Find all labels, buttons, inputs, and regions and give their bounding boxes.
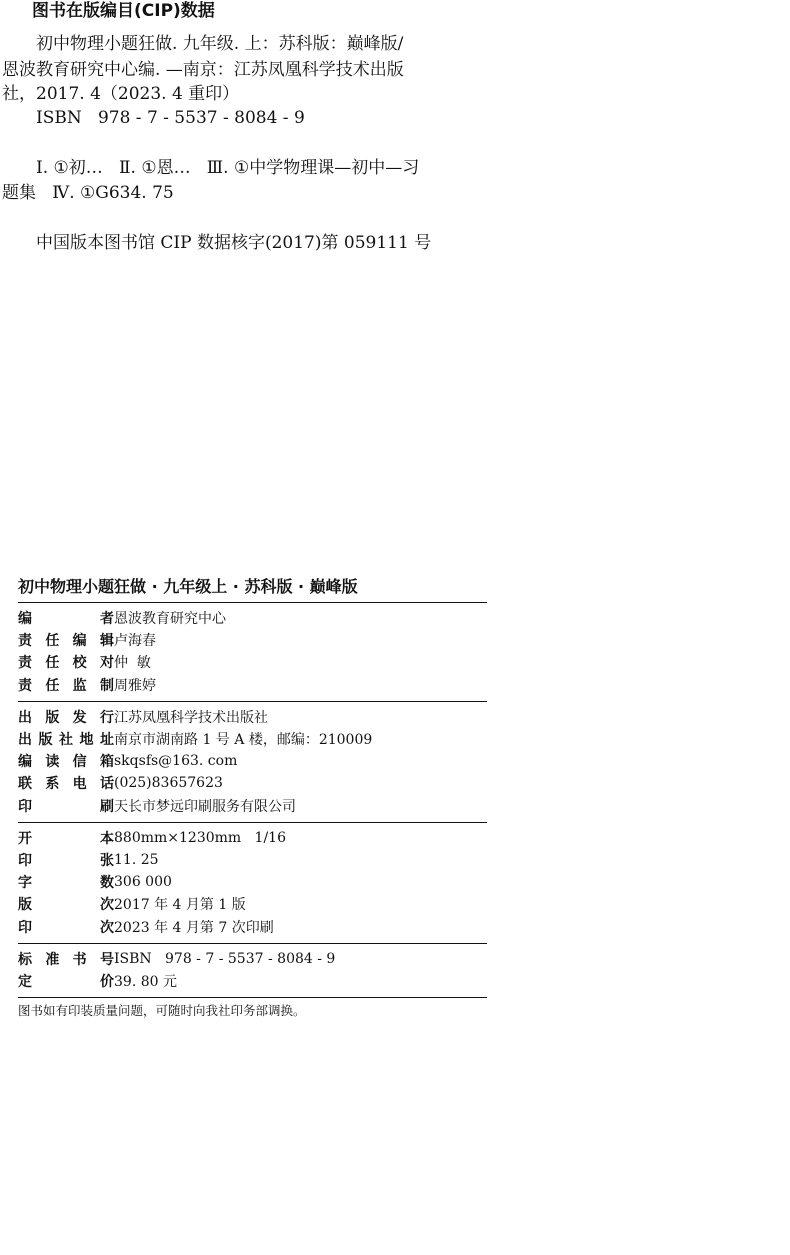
label-char: 任: [45, 677, 60, 694]
label-char: 系: [45, 776, 60, 793]
label-char: 读: [45, 754, 60, 771]
divider: [18, 997, 487, 998]
colophon-label: [18, 630, 114, 650]
colophon-value: 周雅婷: [114, 677, 156, 694]
colophon-label: [18, 949, 114, 969]
colophon-label: [18, 872, 114, 892]
label-char: 字: [18, 875, 32, 892]
label-char: 电: [72, 776, 87, 793]
cip-line: 初中物理小题狂做. 九年级. 上：苏科版：巅峰版/: [36, 34, 404, 54]
label-char: 版: [45, 709, 60, 726]
label-char: 箱: [99, 754, 114, 771]
colophon-group: [18, 823, 487, 943]
colophon-row: [18, 772, 487, 794]
label-char: 张: [100, 852, 114, 869]
label-char: 数: [100, 875, 114, 892]
label-char: 者: [100, 611, 114, 628]
colophon-value: 39. 80 元: [114, 973, 177, 990]
label-char: 责: [18, 655, 32, 672]
cip-record-number: 中国版本图书馆 CIP 数据核字(2017)第 059111 号: [36, 233, 432, 253]
label-char: 址: [100, 732, 114, 749]
colophon-value: 天长市梦远印刷服务有限公司: [114, 798, 296, 815]
colophon-row: [18, 706, 487, 728]
label-char: 出: [18, 732, 32, 749]
book-title: 初中物理小题狂做 · 九年级上 · 苏科版 · 巅峰版: [18, 577, 358, 596]
colophon-groups: [18, 603, 487, 998]
label-char: 任: [45, 655, 60, 672]
colophon-row: [18, 893, 487, 915]
colophon-label: [18, 608, 114, 628]
colophon-label: [18, 894, 114, 914]
colophon-value: 江苏凤凰科学技术出版社: [114, 709, 268, 726]
colophon-value: 卢海春: [114, 633, 156, 650]
colophon-row: [18, 674, 487, 696]
label-char: 话: [99, 776, 114, 793]
label-char: 印: [18, 852, 32, 869]
label-char: 制: [99, 677, 114, 694]
label-char: 校: [72, 655, 87, 672]
colophon-label: [18, 850, 114, 870]
cip-classification-line: Ⅰ. ①初… Ⅱ. ①恩… Ⅲ. ①中学物理课—初中—习: [36, 158, 420, 178]
label-char: 印: [18, 798, 32, 815]
colophon-row: [18, 948, 487, 970]
label-char: 辑: [99, 633, 114, 650]
label-char: 发: [72, 709, 87, 726]
colophon-row: [18, 915, 487, 937]
label-char: 准: [45, 951, 60, 968]
colophon-label: [18, 707, 114, 727]
cip-heading: 图书在版编目(CIP)数据: [32, 1, 215, 21]
label-char: 责: [18, 677, 32, 694]
colophon-row: [18, 849, 487, 871]
label-char: 任: [45, 633, 60, 650]
colophon-value: 恩波教育研究中心: [114, 611, 226, 628]
colophon-row: [18, 629, 487, 651]
label-char: 标: [18, 951, 32, 968]
colophon-label: [18, 675, 114, 695]
colophon-value: ISBN 978 - 7 - 5537 - 8084 - 9: [114, 950, 336, 967]
colophon-row: [18, 728, 487, 750]
label-char: 版: [18, 897, 32, 914]
colophon-group: [18, 603, 487, 701]
label-char: 刷: [100, 798, 114, 815]
label-char: 地: [79, 732, 94, 749]
label-char: 本: [100, 830, 114, 847]
footnote: 图书如有印装质量问题，可随时向我社印务部调换。: [18, 1003, 306, 1018]
colophon-value: skqsfs@163. com: [114, 753, 238, 770]
label-char: 开: [18, 830, 32, 847]
colophon: [18, 574, 487, 1020]
colophon-value: 仲 敏: [114, 655, 151, 672]
label-char: 编: [72, 633, 87, 650]
colophon-row: [18, 827, 487, 849]
label-char: 信: [72, 754, 87, 771]
colophon-value: 880mm×1230mm 1/16: [114, 829, 286, 846]
label-char: 书: [72, 951, 87, 968]
colophon-value: 11. 25: [114, 851, 159, 868]
colophon-group: [18, 702, 487, 822]
label-char: 价: [100, 973, 114, 990]
label-char: 次: [100, 919, 114, 936]
label-char: 编: [18, 754, 32, 771]
colophon-row: [18, 607, 487, 629]
colophon-label: [18, 652, 114, 672]
colophon-value: 南京市湖南路 1 号 A 楼，邮编：210009: [114, 732, 373, 749]
colophon-row: [18, 970, 487, 992]
colophon-group: [18, 944, 487, 997]
label-char: 责: [18, 633, 32, 650]
colophon-label: [18, 773, 114, 793]
colophon-row: [18, 651, 487, 673]
label-char: 编: [18, 611, 32, 628]
label-char: 号: [99, 951, 114, 968]
label-char: 版: [38, 732, 53, 749]
label-char: 行: [99, 709, 114, 726]
cip-line: 社，2017. 4（2023. 4 重印）: [2, 84, 240, 104]
colophon-label: [18, 971, 114, 991]
cip-classification-line: 题集 Ⅳ. ①G634. 75: [2, 183, 174, 203]
colophon-label: [18, 796, 114, 816]
cip-isbn-line: ISBN 978 - 7 - 5537 - 8084 - 9: [36, 108, 305, 128]
label-char: 印: [18, 919, 32, 936]
colophon-value: 2017 年 4 月第 1 版: [114, 897, 246, 914]
colophon-label: [18, 729, 114, 749]
colophon-value: (025)83657623: [114, 775, 223, 792]
label-char: 监: [72, 677, 87, 694]
colophon-label: [18, 751, 114, 771]
colophon-row: [18, 795, 487, 817]
label-char: 联: [18, 776, 32, 793]
cip-line: 恩波教育研究中心编. —南京：江苏凤凰科学技术出版: [2, 60, 404, 80]
label-char: 定: [18, 973, 32, 990]
colophon-row: [18, 871, 487, 893]
label-char: 次: [100, 897, 114, 914]
colophon-label: [18, 917, 114, 937]
label-char: 社: [59, 732, 73, 749]
label-char: 对: [99, 655, 114, 672]
label-char: 出: [18, 709, 32, 726]
colophon-value: 306 000: [114, 874, 172, 891]
colophon-value: 2023 年 4 月第 7 次印刷: [114, 919, 274, 936]
colophon-label: [18, 828, 114, 848]
colophon-row: [18, 750, 487, 772]
